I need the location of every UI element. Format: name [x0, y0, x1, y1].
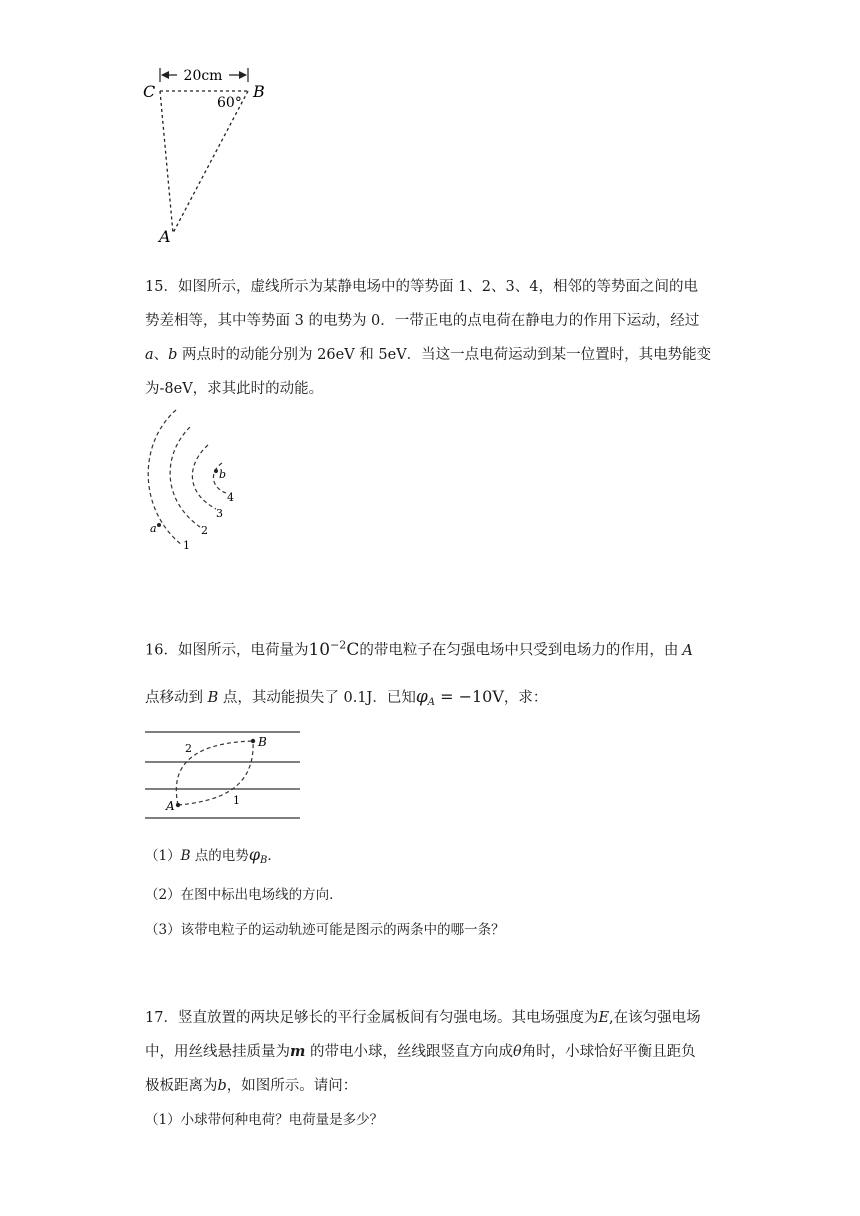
label-a: A — [159, 227, 171, 246]
charge-value: $10^{-2}C$ — [308, 638, 360, 660]
phi-a: φ — [415, 687, 428, 707]
point-a-label: a — [150, 522, 157, 535]
question-17 — [145, 1001, 725, 1137]
point-a-marker — [157, 523, 161, 527]
q15-point-a: a — [145, 347, 154, 363]
q17-sub1: （1）小球带何种电荷？电荷量是多少？ — [145, 1112, 384, 1128]
surface-3-label: 3 — [216, 507, 223, 520]
path-1-label: 1 — [233, 794, 240, 807]
trajectory-figure — [145, 727, 305, 825]
q16-line2: 点移动到 B 点，其动能损失了 0.1J．已知$\varphi_A = -10V$，求： — [145, 687, 548, 708]
q15-line3: a、b 两点时的动能分别为 26eV 和 5eV．当这一点电荷运动到某一位置时，其电势能变 — [145, 347, 712, 363]
equipotential-arc-2 — [170, 427, 200, 527]
point-b-marker — [214, 469, 218, 473]
label-c: C — [143, 82, 156, 101]
question-15 — [145, 270, 725, 406]
angle-label: 60° — [217, 95, 242, 111]
arrow-left-icon — [161, 71, 169, 79]
q16-sub3: （3）该带电粒子的运动轨迹可能是图示的两条中的哪一条？ — [145, 922, 505, 938]
label-B: B — [258, 735, 267, 749]
triangle-figure — [135, 62, 285, 247]
point-A-marker — [176, 803, 180, 807]
point-b-label: b — [219, 468, 227, 481]
q15-line1: 15．如图所示，虚线所示为某静电场中的等势面 1、2、3、4，相邻的等势面之间的电 — [145, 279, 698, 295]
surface-2-label: 2 — [201, 524, 208, 537]
surface-1-label: 1 — [183, 539, 190, 552]
surface-4-label: 4 — [227, 491, 234, 504]
label-b: B — [253, 82, 265, 101]
equipotential-arc-3 — [192, 445, 216, 509]
point-B-marker — [251, 739, 255, 743]
path-2-label: 2 — [185, 742, 192, 755]
equipotential-figure — [140, 405, 250, 555]
q16-sub1: （1）B 点的电势$\varphi_B$． — [145, 845, 281, 866]
arrow-right-icon — [239, 71, 247, 79]
q16-line1: 16．如图所示，电荷量为$10^{-2}C$的带电粒子在匀强电场中只受到电场力的作用，由 A — [145, 638, 693, 660]
q17-line3: 极板距离为b，如图所示。请问： — [145, 1078, 358, 1094]
segment-ca — [160, 91, 173, 233]
label-A: A — [166, 799, 175, 813]
segment-ba — [173, 91, 248, 233]
q16-sub2: （2）在图中标出电场线的方向． — [145, 887, 343, 903]
q15-line4: 为-8eV，求其此时的动能。 — [145, 381, 324, 397]
q15-line2: 势差相等，其中等势面 3 的电势为 0．一带正电的点电荷在静电力的作用下运动，经过 — [145, 313, 700, 329]
q17-line1: 17．竖直放置的两块足够长的平行金属板间有匀强电场。其电场强度为E,在该匀强电场 — [145, 1010, 701, 1026]
length-label: 20cm — [183, 68, 223, 84]
q15-point-b: b — [168, 347, 178, 363]
q17-line2: 中，用丝线悬挂质量为m 的带电小球，丝线跟竖直方向成θ角时，小球恰好平衡且距负 — [145, 1043, 696, 1060]
